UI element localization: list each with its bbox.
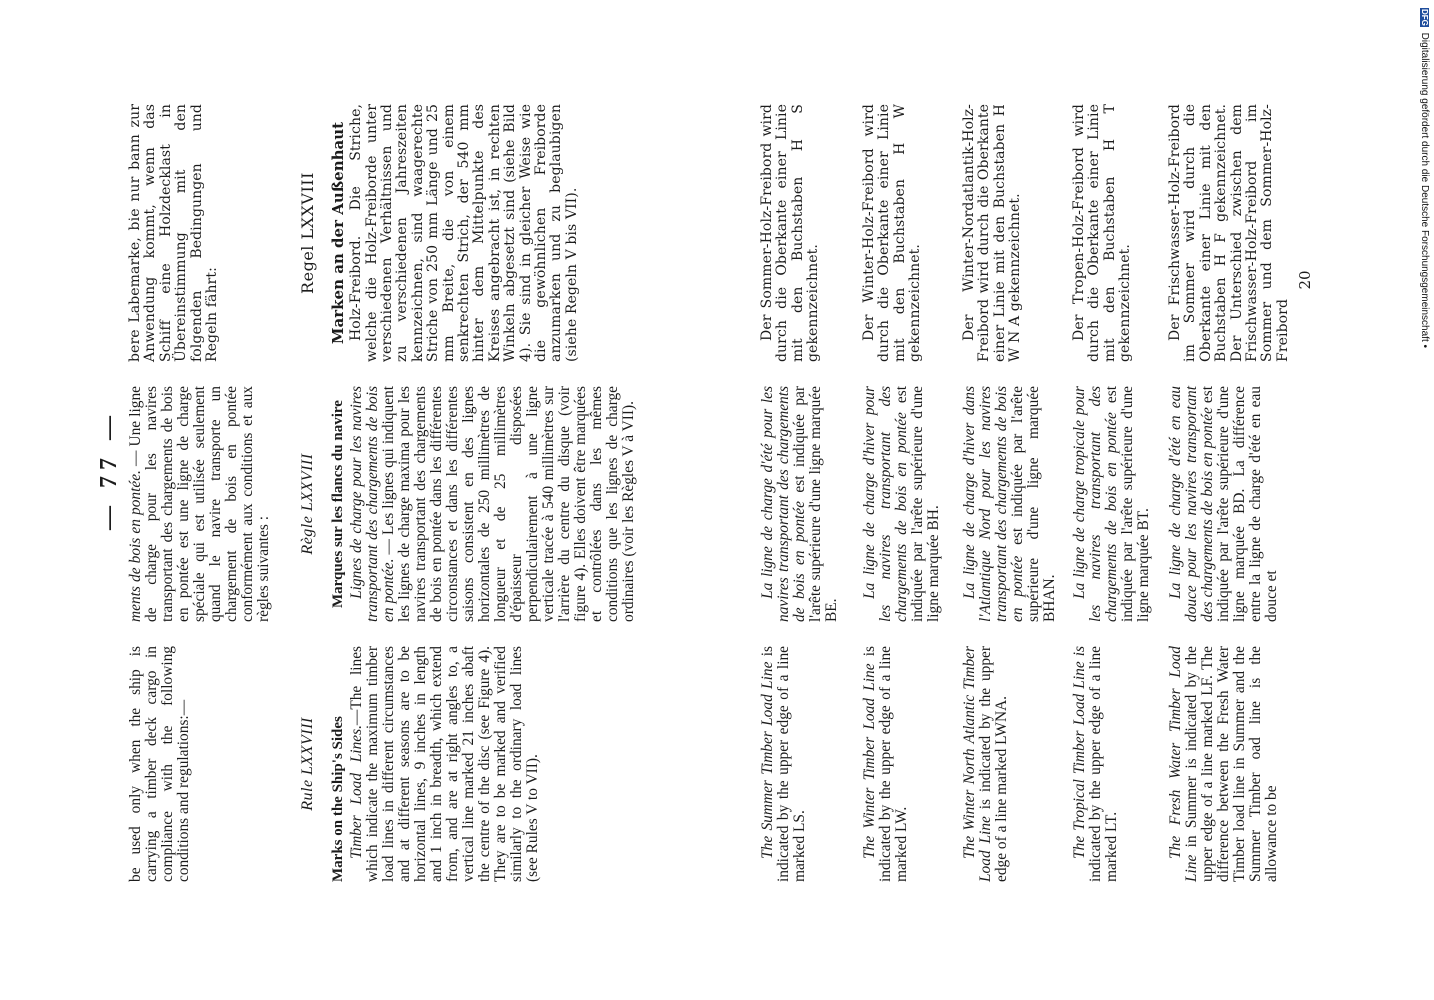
wna-english [962, 646, 1010, 882]
english-column [128, 646, 192, 882]
rule-title-english: Rule LXXVIII [299, 717, 316, 811]
rule-body-german: Holz-Freibord. Die Striche, welche die Holz-Freiborde unter verschiedenen Verhältnissen und zu verschiedenen Jahreszeiten kennzeichnen, sind waagerechte Striche von 250 mm Länge und 25 mm Breite, die von einem senkrechten Strich, der 540 mm hinter dem Mittelpunkte des Kreises angebracht ist, in rechten Winkeln abgesetzt sind (siehe Bild 4). Sie sind in gleicher Weise wie die gewöhnlichen Freiborde anzumarken und zu beglaubigen (siehe Regeln V bis VII). [348, 104, 580, 362]
summer-french [760, 386, 840, 622]
summer-french-text: La ligne de charge d'été pour les navires transportant des chargements de bois en pontée est indiquée par l'arête supérieure d'une ligne marquée BE. [759, 386, 841, 622]
rule-body-french: Lignes de charge pour les navires transportant des chargements de bois en pontée. — Les lignes qui indiquent les lignes de charge maxima pour les navires transportant des chargements de bois en pontée dans les différentes circonstances et dans les différentes saisons consistent en des lignes horizontales de 250 millimètres de longueur et de 25 millimètres d'épaisseur disposées perpendiculairement à une ligne verticale tracée à 540 millimètres sur l'arrière du centre du disque (voir figure 4). Elles doivent être marquées et contrôlées dans les mêmes conditions que les lignes de charge ordinaires (voir les Règles V à VII). [348, 386, 638, 622]
fresh-german [1168, 104, 1291, 362]
english-intro: be used only when the ship is carrying a timber deck cargo in compliance with the following conditions and regulations:— [127, 646, 193, 882]
rule-title-french: Règle LXXVIII [299, 453, 316, 555]
wna-french-text: La ligne de charge d'hiver dans l'Atlantique Nord pour les navires transportant des chargements de bois en pontée est indiquée par l'arête supérieure d'une ligne marquée BHAN. [961, 385, 1059, 622]
rule-section [300, 90, 745, 882]
winter-german [862, 104, 924, 362]
winter-english [862, 646, 910, 882]
winter-french [862, 386, 942, 622]
tropical-german-text: Der Tropen-Holz-Freibord wird durch die Oberkante einer Linie mit den Buchstaben H T gekennzeichnet. [1071, 104, 1134, 362]
tropical-french-text: La ligne de charge tropicale pour les navires transportant des chargements de bois en pontée est indiquée par l'arête supérieure d'une ligne marquée BT. [1071, 386, 1153, 622]
rule-heading-french: Marques sur les flancs du navire [329, 400, 346, 608]
french-column [128, 386, 272, 622]
winter-north-atlantic-load-line [962, 90, 1072, 882]
footer-number: 20 [1296, 270, 1314, 290]
winter-load-line [862, 90, 962, 882]
summer-german [760, 104, 822, 362]
wna-french [962, 386, 1058, 622]
summer-english-text: The Summer Timber Load Line is indicated by the upper edge of a line marked LS. [759, 646, 809, 882]
rule-english [300, 646, 541, 882]
dfg-funding-note: Digitalisierung gefördert durch die Deutsche Forschungsgemeinschaft • [1419, 32, 1430, 349]
rule-heading-english: Marks on the Ship's Sides [329, 716, 346, 882]
fresh-english-text: The Fresh Water Timber Load Line in Summer is indicated by the upper edge of a line marked LF. The difference between the Fresh Water Timber load line in Summer and the Summer Timber oad line is the allowance to be [1167, 646, 1281, 882]
fresh-french-text: La ligne de charge d'été en eau douce pour les navires transportant des chargements de bois en pontée est indiquée par l'arête supérieure d'une ligne marquée BD. La différence entre la ligne de charge d'été en eau douce et [1167, 386, 1281, 622]
fresh-english [1168, 646, 1280, 882]
winter-french-text: La ligne de charge d'hiver pour les navires transportant des chargements de bois en pontée est indiquée par l'arête supérieure d'une ligne marquée BH. [861, 386, 943, 622]
summer-load-line [760, 90, 860, 882]
german-column [128, 104, 220, 362]
rule-german [300, 104, 580, 362]
tropical-english-text: The Tropical Timber Load Line is indicated by the upper edge of a line marked LT. [1071, 646, 1121, 882]
wna-english-text: The Winter North Atlantic Timber Load Line is indicated by the upper edge of a line marked LWNA. [961, 646, 1011, 882]
fresh-german-text: Der Frischwasser-Holz-Freibord im Sommer wird durch die Oberkante einer Linie mit den Buchstaben H F gekennzeichnet. Der Unterschied zwischen dem Frischwasser-Holz-Freibord im Sommer und dem Sommer-Holz-Freibord [1167, 104, 1291, 362]
tropical-french [1072, 386, 1152, 622]
dfg-logo: DFG [1420, 9, 1429, 26]
wna-german-text: Der Winter-Nordatlantik-Holz-Freibord wird durch die Oberkante einer Linie mit den Buchstaben H W N A gekennzeichnet. [961, 104, 1024, 362]
rule-french [300, 386, 638, 622]
tropical-german [1072, 104, 1134, 362]
rule-heading-german: Marken an der Außenhaut [328, 121, 347, 345]
german-intro: bere Labemarke, bie nur bann zur Anwendung kommt, wenn das Schiff eine Holzdecklast in Übereinstimmung mit den folgenden Bedingungen und Regeln fährt: [127, 104, 220, 362]
summer-english [760, 646, 808, 882]
wna-german [962, 104, 1024, 362]
dfg-sidebar [1419, 8, 1433, 388]
winter-german-text: Der Winter-Holz-Freibord wird durch die Oberkante einer Linie mit den Buchstaben H W gekennzeichnet. [861, 104, 924, 362]
tropical-load-line [1072, 90, 1162, 882]
intro-section [127, 90, 273, 882]
rule-body-english: Timber Load Lines.—The lines which indicate the maximum timber load lines in different circumstances and at different seasons are to be horizontal lines, 9 inches in length and 1 inch in breadth, which extend from, and are at right angles to, a vertical line marked 21 inches abaft the centre of the disc (see Figure 4). They are to be marked and verified similarly to the ordinary load lines (see Rules V to VII). [348, 645, 542, 882]
summer-german-text: Der Sommer-Holz-Freibord wird durch die Oberkante einer Linie mit den Buchstaben H S gekennzeichnet. [759, 104, 822, 362]
tropical-english [1072, 646, 1120, 882]
french-intro: ments de bois en pontée. — Une ligne de charge pour les navires transportant des chargements de bois en pontée est une ligne de charge spéciale qui est utilisée seulement quand le navire transporte un chargement de bois en pontée conformément aux conditions et aux règles suivantes : [127, 386, 273, 622]
fresh-water-load-line [1167, 90, 1291, 882]
page-number: — 77 — [96, 410, 122, 530]
fresh-french [1168, 386, 1280, 622]
winter-english-text: The Winter Timber Load Line is indicated by the upper edge of a line marked LW. [861, 646, 911, 882]
dfg-sidebar-inner [1419, 8, 1430, 348]
rule-title-german: Regel LXXVIII [298, 172, 317, 294]
